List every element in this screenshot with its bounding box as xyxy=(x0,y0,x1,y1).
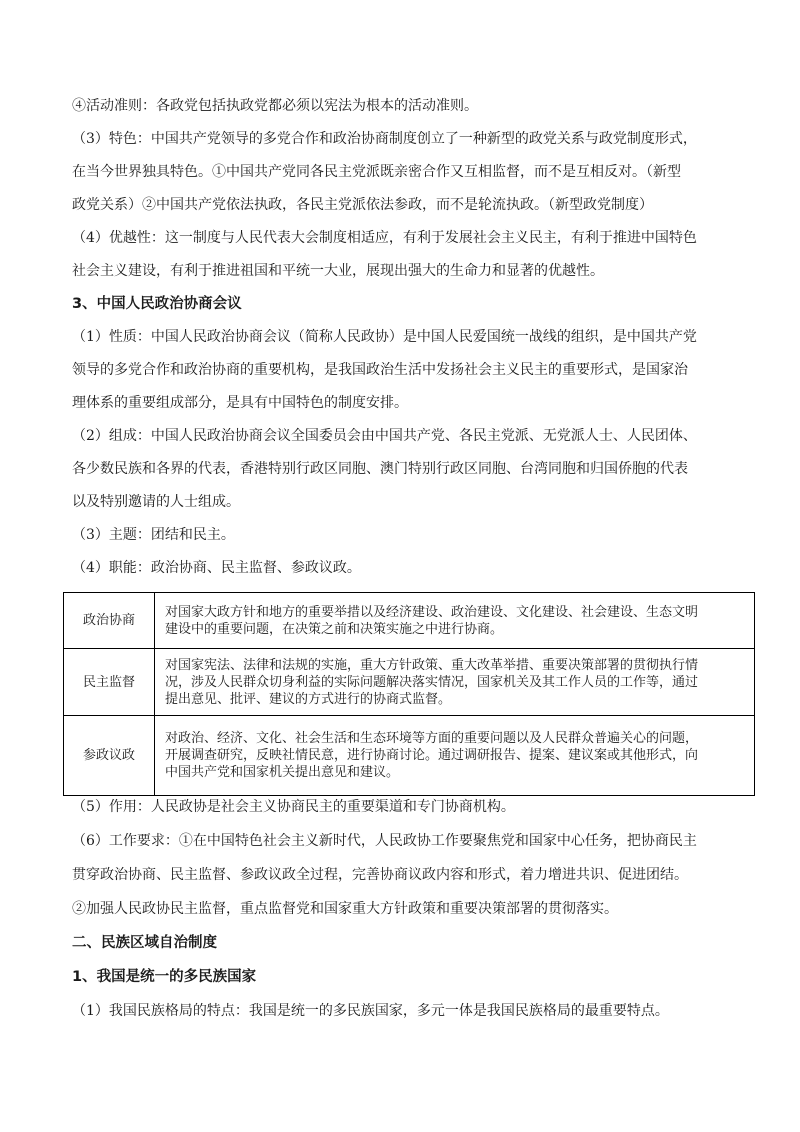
table-row-description xyxy=(155,649,755,716)
paragraph-composition: （2）组成：中国人民政治协商会议全国委员会由中国共产党、各民主党派、无党派人士、人民团体、 xyxy=(72,428,697,444)
table-row-description xyxy=(155,593,755,649)
table-cell-line: 对国家大政方针和地方的重要举措以及经济建设、政治建设、文化建设、社会建设、生态文明 xyxy=(165,604,699,620)
paragraph-composition-cont: 以及特别邀请的人士组成。 xyxy=(72,494,240,510)
table-cell-line: 对政治、经济、文化、社会生活和生态环境等方面的重要问题以及人民群众普遍关心的问题， xyxy=(165,731,699,746)
table-row-label: 民主监督 xyxy=(64,649,155,716)
paragraph-features-cont: 政党关系）②中国共产党依法执政，各民主党派依法参政，而不是轮流执政。（新型政党制度） xyxy=(72,197,653,213)
section-heading-cppcc: 3、中国人民政治协商会议 xyxy=(72,296,242,312)
paragraph-features-cont: 在当今世界独具特色。①中国共产党同各民主党派既亲密合作又互相监督，而不是互相反对。（新型 xyxy=(72,164,681,180)
paragraph-functions: （4）职能：政治协商、民主监督、参政议政。 xyxy=(72,560,361,576)
subsection-heading-multi-ethnic: 1、我国是统一的多民族国家 xyxy=(72,969,257,985)
paragraph-theme: （3）主题：团结和民主。 xyxy=(72,527,235,543)
table-cell-line: 提出意见、批评、建议的方式进行的协商式监督。 xyxy=(165,691,452,707)
paragraph-work-requirements-cont: 贯穿政治协商、民主监督、参政议政全过程，完善协商议政内容和形式，着力增进共识、促进团结。 xyxy=(72,867,688,883)
table-row-description xyxy=(155,716,755,796)
functions-table xyxy=(63,592,755,796)
table-cell-line: 中国共产党和国家机关提出意见和建议。 xyxy=(165,765,400,780)
paragraph-ethnic-pattern: （1）我国民族格局的特点：我国是统一的多民族国家，多元一体是我国民族格局的最重要特点。 xyxy=(72,1003,669,1019)
table-cell-line: 建设中的重要问题，在决策之前和决策实施之中进行协商。 xyxy=(165,621,504,637)
paragraph-nature-cont: 领导的多党合作和政治协商的重要机构，是我国政治生活中发扬社会主义民主的重要形式，是国家治 xyxy=(72,362,688,378)
table-cell-line: 开展调查研究，反映社情民意，进行协商讨论。通过调研报告、提案、建议案或其他形式，向 xyxy=(165,748,699,763)
paragraph-work-requirements: （6）工作要求：①在中国特色社会主义新时代，人民政协工作要聚焦党和国家中心任务，把协商民主 xyxy=(72,833,697,849)
table-row-label: 参政议政 xyxy=(64,716,155,796)
paragraph-activity-principle: ④活动准则：各政党包括执政党都必须以宪法为根本的活动准则。 xyxy=(72,98,478,114)
paragraph-superiority-cont: 社会主义建设，有利于推进祖国和平统一大业，展现出强大的生命力和显著的优越性。 xyxy=(72,263,604,279)
table-cell-line: 况，涉及人民群众切身利益的实际问题解决落实情况，国家机关及其工作人员的工作等，通过 xyxy=(165,674,699,690)
table-row xyxy=(64,649,755,716)
section-heading-regional-autonomy: 二、民族区域自治制度 xyxy=(72,935,217,951)
table-row xyxy=(64,593,755,649)
paragraph-nature-cont: 理体系的重要组成部分，是具有中国特色的制度安排。 xyxy=(72,395,408,411)
table-row-label: 政治协商 xyxy=(64,593,155,649)
table-cell-line: 对国家宪法、法律和法规的实施，重大方针政策、重大改革举措、重要决策部署的贯彻执行情 xyxy=(165,657,699,673)
table-row xyxy=(64,716,755,796)
paragraph-nature: （1）性质：中国人民政治协商会议（简称人民政协）是中国人民爱国统一战线的组织，是中国共产党 xyxy=(72,329,697,345)
paragraph-superiority: （4）优越性：这一制度与人民代表大会制度相适应，有利于发展社会主义民主，有利于推进中国特色 xyxy=(72,230,697,246)
paragraph-role: （5）作用：人民政协是社会主义协商民主的重要渠道和专门协商机构。 xyxy=(72,799,515,815)
paragraph-features: （3）特色：中国共产党领导的多党合作和政治协商制度创立了一种新型的政党关系与政党制度形式， xyxy=(72,131,697,147)
paragraph-composition-cont: 各少数民族和各界的代表，香港特别行政区同胞、澳门特别行政区同胞、台湾同胞和归国侨胞的代表 xyxy=(72,461,688,477)
paragraph-work-requirements-cont: ②加强人民政协民主监督，重点监督党和国家重大方针政策和重要决策部署的贯彻落实。 xyxy=(72,901,618,917)
